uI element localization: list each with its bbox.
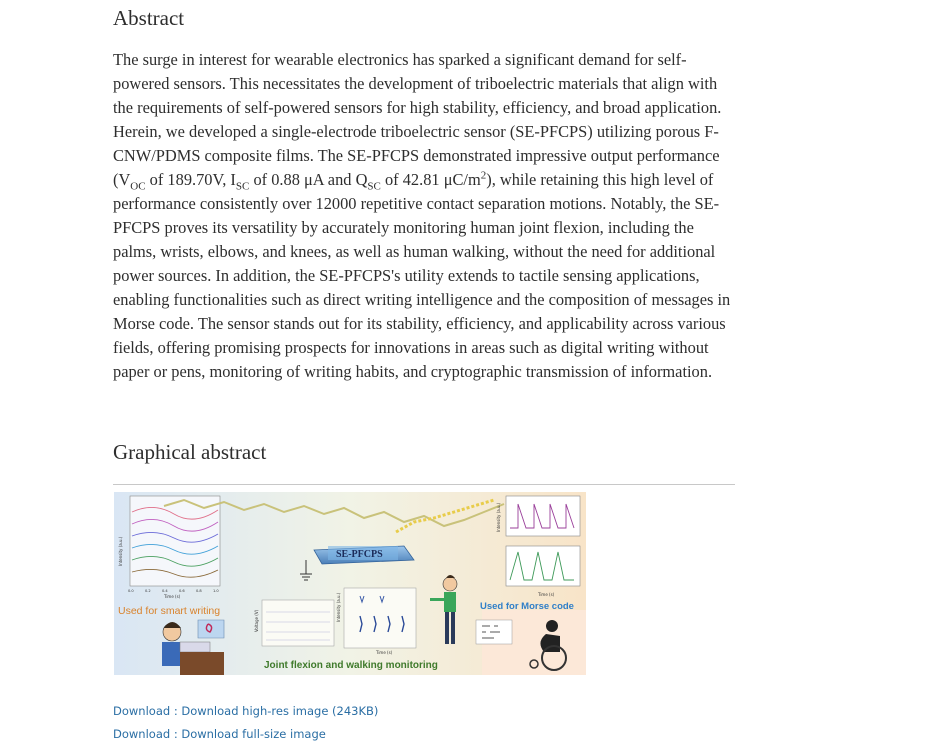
right-signal-plots	[496, 496, 580, 597]
right-plot-ylabel: Intensity (a.u.)	[496, 502, 501, 532]
section-divider	[113, 484, 735, 485]
abstract-text-part: of 0.88 μA and Q	[249, 170, 368, 189]
sensor-label: SE-PFCPS	[336, 549, 383, 560]
graphical-abstract-image[interactable]	[114, 492, 586, 675]
graphical-abstract-heading: Graphical abstract	[113, 440, 267, 464]
middle-plot2-ylabel: Intensity (a.u.)	[336, 592, 341, 622]
wheelchair-person-illustration	[476, 610, 586, 675]
tick-label: 0.6	[179, 589, 185, 593]
abstract-text-part: ), while retaining this high level of performance consistently over 12000 repetitive contact separation motions. Notably, the SE-PFCPS proves its versatility by accurately monitoring human joint flexion, including the palms, wrists, elbows, and knees, as well as human walking, without the need for additional power sources. In addition, the SE-PFCPS's utility extends to tactile sensing applications, enabling functionalities such as direct writing intelligence and the composition of messages in Morse code. The sensor stands out for its stability, efficiency, and applicability across various fields, offering promising prospects for innovations in areas such as digital writing without paper or pens, monitoring of writing habits, and cryptographic transmission of information.	[113, 170, 731, 381]
tick-label: 0.4	[162, 589, 168, 593]
caption-morse-code: Used for Morse code	[480, 601, 574, 612]
tick-label: 0.0	[128, 589, 134, 593]
superscript: 2	[480, 169, 487, 182]
left-plot-xlabel: Time (s)	[164, 594, 181, 599]
middle-plot-xlabel: Time (s)	[376, 650, 393, 655]
abstract-text-part: The surge in interest for wearable electronics has sparked a significant demand for self-powered sensors. This necessitates the development of triboelectric materials that align with the requirements of self-powered sensors for high stability, efficiency, and broad application. Herein, we developed a single-electrode triboelectric sensor (SE-PFCPS) utilizing porous F-CNW/PDMS composite films. The SE-PFCPS demonstrated impressive output performance (V	[113, 50, 722, 189]
abstract-text-part: of 42.81 μC/m	[380, 170, 481, 189]
tick-label: 0.2	[145, 589, 151, 593]
middle-plot-ylabel: Voltage (V)	[254, 609, 259, 632]
subscript: SC	[235, 180, 250, 193]
left-plot-ylabel: Intensity (a.u.)	[118, 536, 123, 566]
subscript: OC	[130, 180, 146, 193]
abstract-text	[113, 48, 736, 384]
caption-joint-flexion: Joint flexion and walking monitoring	[264, 660, 438, 671]
right-plot-xlabel: Time (s)	[538, 592, 555, 597]
caption-smart-writing: Used for smart writing	[118, 605, 221, 617]
abstract-text-part: of 189.70V, I	[145, 170, 236, 189]
download-high-res-link[interactable]: Download : Download high-res image (243KB)	[113, 704, 379, 718]
abstract-heading: Abstract	[113, 6, 185, 30]
download-full-size-link[interactable]: Download : Download full-size image	[113, 727, 326, 741]
subscript: SC	[367, 180, 381, 193]
left-signal-plot	[118, 496, 220, 599]
tick-label: 0.8	[196, 589, 202, 593]
tick-label: 1.0	[213, 589, 219, 593]
